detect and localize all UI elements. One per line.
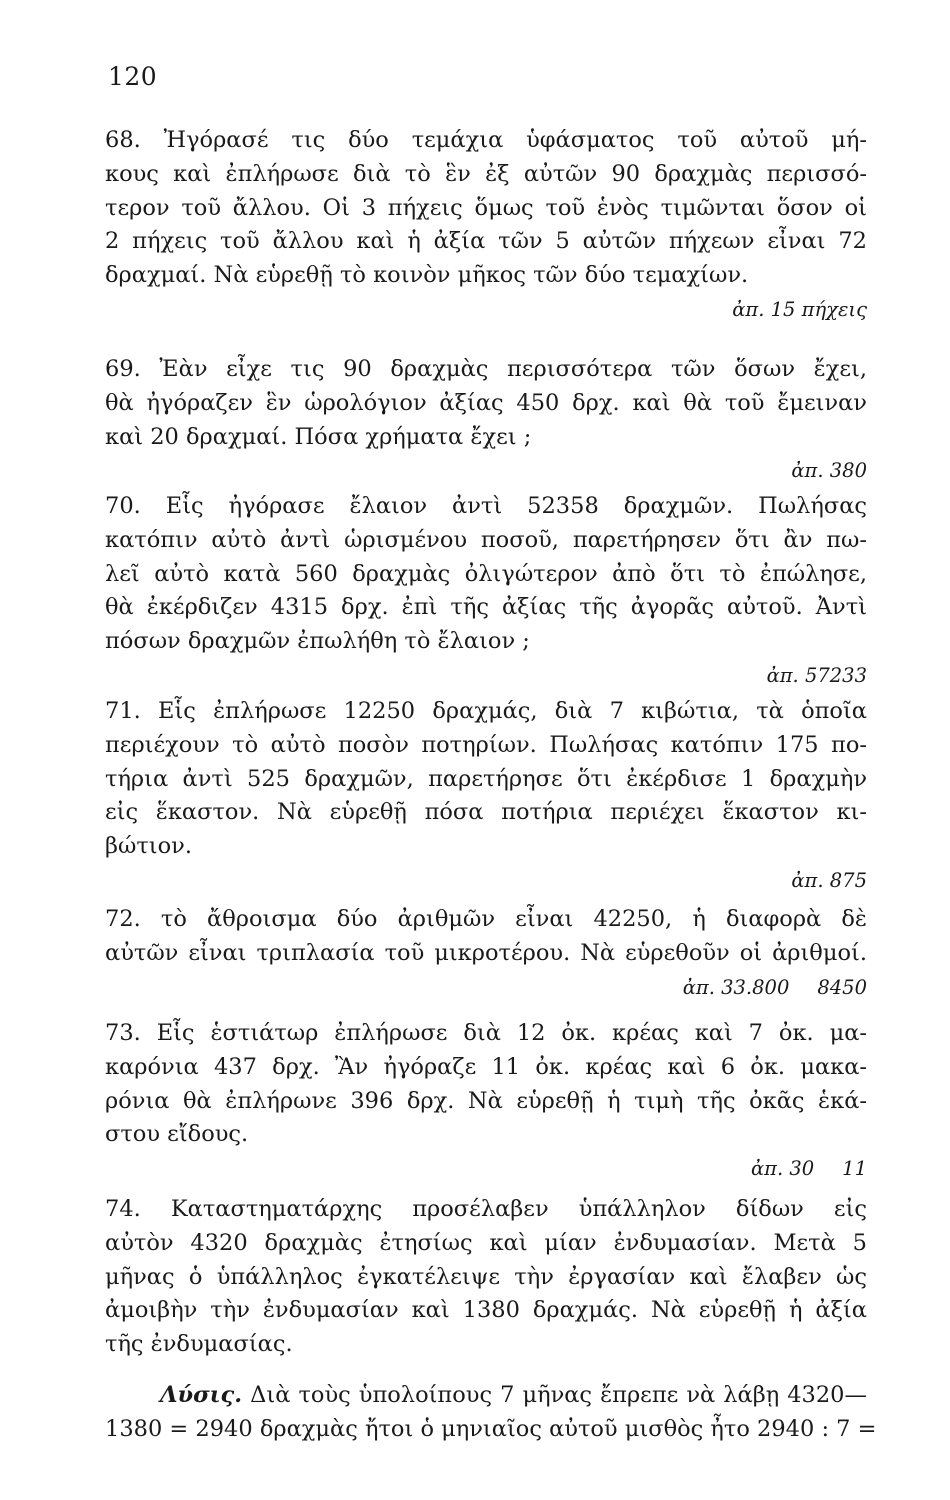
problem-line: τῆς ἐνδυμασίας. xyxy=(105,1331,293,1358)
problem-line: 74. Καταστηματάρχης προσέλαβεν ὑπάλληλον δίδων εἰς xyxy=(105,1196,867,1222)
problem-line: καὶ 20 δραχμαί. Πόσα χρήματα ἔχει ; xyxy=(105,423,532,450)
page-number: 120 xyxy=(108,62,158,91)
problem-line: περιέχουν τὸ αὐτὸ ποσὸν ποτηρίων. Πωλήσας κατόπιν 175 πο- xyxy=(105,731,867,758)
answer xyxy=(105,1152,867,1185)
answer-value: ἀπ. 30 xyxy=(750,1157,815,1181)
answer xyxy=(105,971,867,1004)
problem-line: αὐτῶν εἶναι τριπλασία τοῦ μικροτέρου. Νὰ εὑρεθοῦν οἱ ἀριθμοί. xyxy=(105,939,867,966)
problem-line: ἀμοιβὴν τὴν ἐνδυμασίαν καὶ 1380 δραχμάς. Νὰ εὑρεθῇ ἡ ἀξία xyxy=(105,1297,867,1324)
problem-line: 2 πήχεις τοῦ ἄλλου καὶ ἡ ἀξία τῶν 5 αὐτῶν πήχεων εἶναι 72 xyxy=(105,228,867,255)
answer-value: ἀπ. 57233 xyxy=(766,663,867,687)
problem-line: βώτιον. xyxy=(105,833,193,860)
solution xyxy=(105,1379,877,1447)
problem-line: ρόνια θὰ ἐπλήρωνε 396 δρχ. Νὰ εὑρεθῇ ἡ τιμὴ τῆς ὀκᾶς ἑκά- xyxy=(105,1087,867,1114)
problem-line: θὰ ἠγόραζεν ἓν ὡρολόγιον ἀξίας 450 δρχ. καὶ θὰ τοῦ ἔμειναν xyxy=(105,389,867,416)
problem-line: 69. Ἐὰν εἶχε τις 90 δραχμὰς περισσότερα τῶν ὅσων ἔχει, xyxy=(105,356,867,382)
problem-line: 71. Εἷς ἐπλήρωσε 12250 δραχμάς, διὰ 7 κιβώτια, τὰ ὁποῖα xyxy=(105,698,867,724)
problem-72 xyxy=(105,903,867,1004)
problem-line: 68. Ἠγόρασέ τις δύο τεμάχια ὑφάσματος τοῦ αὐτοῦ μή- xyxy=(105,127,867,153)
problem-line: στου εἴδους. xyxy=(105,1121,249,1148)
problem-line: κατόπιν αὐτὸ ἀντὶ ὡρισμένου ποσοῦ, παρετήρησεν ὅτι ἂν πω- xyxy=(105,526,867,553)
answer xyxy=(105,454,867,487)
problem-line: τερον τοῦ ἄλλου. Οἱ 3 πήχεις ὅμως τοῦ ἑνὸς τιμῶνται ὅσον οἱ xyxy=(105,194,867,221)
solution-line: 1380 = 2940 δραχμὰς ἤτοι ὁ μηνιαῖος αὐτοῦ μισθὸς ἦτο 2940 : 7 = xyxy=(105,1415,877,1442)
answer xyxy=(105,293,867,326)
problem-70 xyxy=(105,490,867,692)
problem-69 xyxy=(105,353,867,487)
problem-line: λεῖ αὐτὸ κατὰ 560 δραχμὰς ὀλιγώτερον ἀπὸ ὅτι τὸ ἐπώλησε, xyxy=(105,560,867,587)
problem-line: μῆνας ὁ ὑπάλληλος ἐγκατέλειψε τὴν ἐργασίαν καὶ ἔλαβεν ὡς xyxy=(105,1263,867,1290)
answer xyxy=(105,864,867,897)
solution-text: Διὰ τοὺς ὑπολοίπους 7 μῆνας ἔπρεπε νὰ λάβῃ 4320— xyxy=(250,1382,868,1408)
answer xyxy=(105,659,867,692)
problem-line: πόσων δραχμῶν ἐπωλήθη τὸ ἔλαιον ; xyxy=(105,628,530,655)
problem-71 xyxy=(105,695,867,897)
problem-line: κους καὶ ἐπλήρωσε διὰ τὸ ἓν ἐξ αὐτῶν 90 δραχμὰς περισσό- xyxy=(105,160,867,187)
solution-line xyxy=(105,1379,867,1413)
answer-value: 11 xyxy=(842,1157,867,1181)
problem-line: θὰ ἐκέρδιζεν 4315 δρχ. ἐπὶ τῆς ἀξίας τῆς ἀγορᾶς αὐτοῦ. Ἀντὶ xyxy=(105,594,867,621)
problem-line: εἰς ἕκαστον. Νὰ εὑρεθῇ πόσα ποτήρια περιέχει ἕκαστον κι- xyxy=(105,799,867,826)
answer-value: ἀπ. 33.800 xyxy=(682,975,790,999)
answer-value: 8450 xyxy=(817,975,867,999)
problem-line: δραχμαί. Νὰ εὑρεθῇ τὸ κοινὸν μῆκος τῶν δύο τεμαχίων. xyxy=(105,262,749,289)
problem-line: αὐτὸν 4320 δραχμὰς ἐτησίως καὶ μίαν ἐνδυμασίαν. Μετὰ 5 xyxy=(105,1229,867,1256)
problem-line: 73. Εἷς ἑστιάτωρ ἐπλήρωσε διὰ 12 ὀκ. κρέας καὶ 7 ὀκ. μα- xyxy=(105,1020,867,1046)
problem-line: 72. τὸ ἄθροισμα δύο ἀριθμῶν εἶναι 42250, ἡ διαφορὰ δὲ xyxy=(105,906,867,932)
problem-68 xyxy=(105,124,867,326)
problem-line: τήρια ἀντὶ 525 δραχμῶν, παρετήρησε ὅτι ἐκέρδισε 1 δραχμὴν xyxy=(105,765,867,792)
problem-73 xyxy=(105,1017,867,1185)
answer-value: ἀπ. 380 xyxy=(791,459,867,483)
problem-line: καρόνια 437 δρχ. Ἂν ἠγόραζε 11 ὀκ. κρέας καὶ 6 ὀκ. μακα- xyxy=(105,1053,867,1080)
answer-value: ἀπ. 15 πήχεις xyxy=(732,297,867,321)
answer-value: ἀπ. 875 xyxy=(791,868,867,892)
solution-label: Λύσις. xyxy=(160,1382,243,1408)
problem-line: 70. Εἷς ἠγόρασε ἔλαιον ἀντὶ 52358 δραχμῶν. Πωλήσας xyxy=(105,493,867,519)
problem-74 xyxy=(105,1193,867,1362)
